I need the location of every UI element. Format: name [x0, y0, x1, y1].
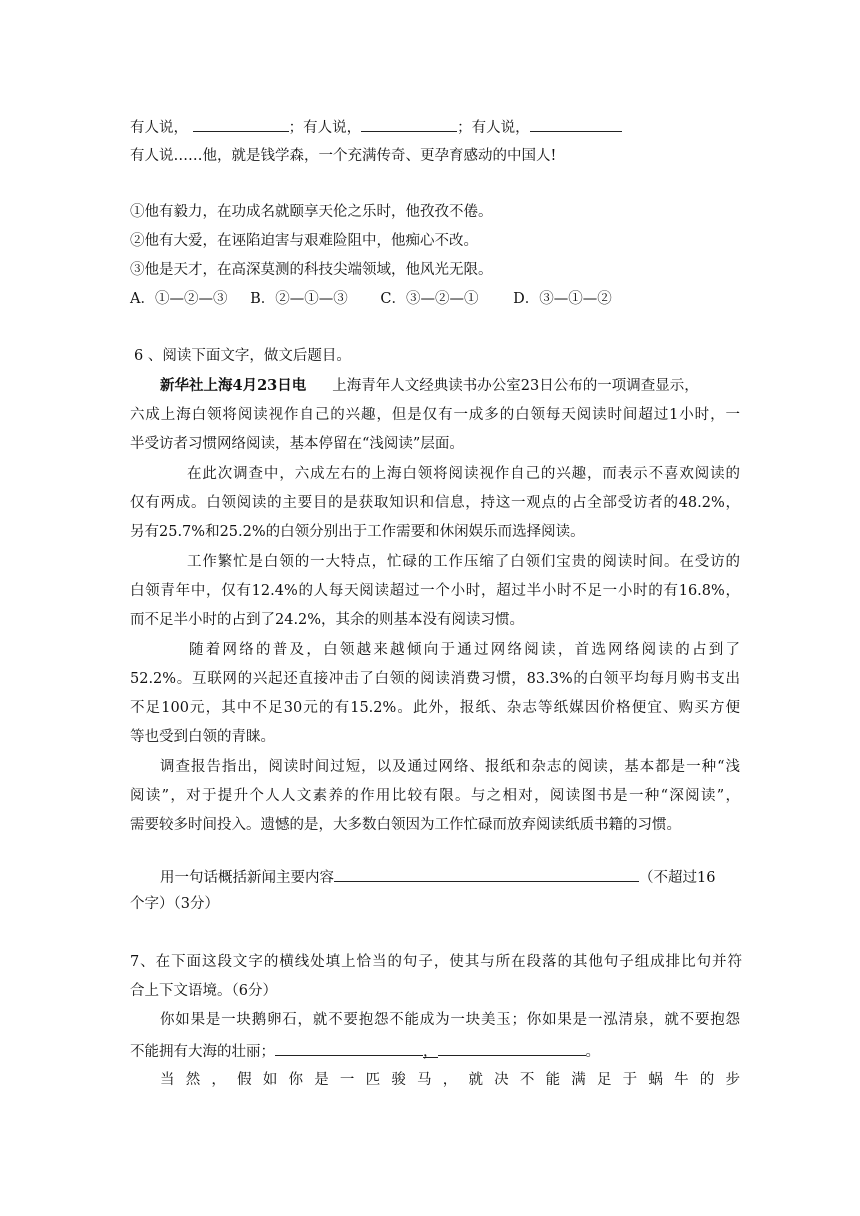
paragraph-line: 随着网络的普及，白领越来越倾向于通过网络阅读，首选网络阅读的占到了	[189, 642, 740, 658]
fill-in-line	[130, 1040, 740, 1062]
text-segment: 有人说，	[130, 120, 188, 136]
paragraph-line: 阅读”，对于提升个人人文素养的作用比较有限。与之相对，阅读图书是一种“深阅读”，	[130, 788, 740, 804]
paragraph-line: 合上下文语境。（6分）	[130, 983, 277, 999]
paragraph-line: 工作繁忙是白领的一大特点，忙碌的工作压缩了白领们宝贵的阅读时间。在受访的	[187, 554, 740, 570]
option-2: ②他有大爱，在诬陷迫害与艰难险阻中，他痴心不改。	[130, 233, 478, 249]
paragraph-line: 仅有两成。白领阅读的主要目的是获取知识和信息，持这一观点的占全部受访者的48.2%，	[130, 495, 740, 511]
fill-in-line	[130, 116, 740, 138]
answer-choices	[130, 289, 740, 309]
summary-question	[160, 866, 760, 888]
paragraph-line: 半受访者习惯网络阅读，基本停留在“浅阅读”层面。	[130, 436, 464, 452]
option-1: ①他有毅力，在功成名就颐享天伦之乐时，他孜孜不倦。	[130, 204, 493, 220]
dateline: 新华社上海4月23日电	[160, 377, 307, 394]
choice-b[interactable]: B．②—①—③	[250, 291, 348, 307]
paragraph-line	[160, 376, 740, 396]
option-3: ③他是天才，在高深莫测的科技尖端领域，他风光无限。	[130, 262, 493, 278]
question-heading: 7、在下面这段文字的横线处填上恰当的句子，使其与所在段落的其他句子组成排比句并符	[130, 954, 742, 970]
paragraph-line: 白领青年中，仅有12.4%的人每天阅读超过一个小时，超过半小时不足一小时的有16.8%，	[130, 583, 740, 599]
choice-d[interactable]: D．③—①—②	[513, 291, 612, 307]
paragraph-line: 当然，假如你是一匹骏马，就决不能满足于蜗牛的步	[160, 1072, 740, 1088]
blank-line[interactable]	[438, 1040, 586, 1056]
text-segment: 。	[585, 1044, 600, 1060]
paragraph-line: 52.2%。互联网的兴起还直接冲击了白领的阅读消费习惯，83.3%的白领平均每月购书支出	[130, 671, 740, 687]
blank-line[interactable]	[530, 116, 622, 132]
paragraph-line: 调查报告指出，阅读时间过短，以及通过网络、报纸和杂志的阅读，基本都是一种“浅	[160, 759, 740, 775]
text-segment: 用一句话概括新闻主要内容	[160, 870, 334, 886]
blank-line[interactable]	[275, 1040, 423, 1056]
blank-comma: ，	[423, 1044, 438, 1060]
blank-line[interactable]	[193, 116, 289, 132]
text-segment: ；有人说，	[288, 120, 362, 136]
paragraph-line: 不足100元，其中不足30元的有15.2%。此外，报纸、杂志等纸媒因价格便宜、购买方便	[130, 700, 740, 716]
paragraph-line: 有人说……他，就是钱学森，一个充满传奇、更孕育感动的中国人!	[130, 148, 557, 164]
paragraph-line: 等也受到白领的青睐。	[130, 729, 275, 745]
paragraph-line: 另有25.7%和25.2%的白领分别出于工作需要和休闲娱乐而选择阅读。	[130, 524, 585, 540]
text-segment: （不超过16	[639, 870, 716, 886]
paragraph-line: 六成上海白领将阅读视作自己的兴趣，但是仅有一成多的白领每天阅读时间超过1小时，一	[130, 407, 740, 423]
choice-a[interactable]: A．①—②—③	[130, 291, 228, 307]
text-segment: ；有人说，	[457, 120, 530, 136]
choice-c[interactable]: C．③—②—①	[380, 291, 479, 307]
paragraph-line: 而不足半小时的占到了24.2%，其余的则基本没有阅读习惯。	[130, 612, 525, 628]
text-segment: 不能拥有大海的壮丽；	[130, 1044, 275, 1060]
paragraph-line: 个字）（3分）	[130, 896, 219, 912]
answer-blank[interactable]	[334, 866, 639, 882]
blank-line[interactable]	[361, 116, 457, 132]
paragraph-line: 需要较多时间投入。遗憾的是，大多数白领因为工作忙碌而放弃阅读纸质书籍的习惯。	[130, 817, 681, 833]
paragraph-line: 在此次调查中，六成左右的上海白领将阅读视作自己的兴趣，而表示不喜欢阅读的	[187, 466, 740, 482]
paragraph-line: 你如果是一块鹅卵石，就不要抱怨不能成为一块美玉；你如果是一泓清泉，就不要抱怨	[160, 1012, 740, 1028]
text-segment: 上海青年人文经典读书办公室23日公布的一项调查显示，	[332, 378, 699, 394]
question-heading: 6 、阅读下面文字，做文后题目。	[134, 348, 351, 364]
